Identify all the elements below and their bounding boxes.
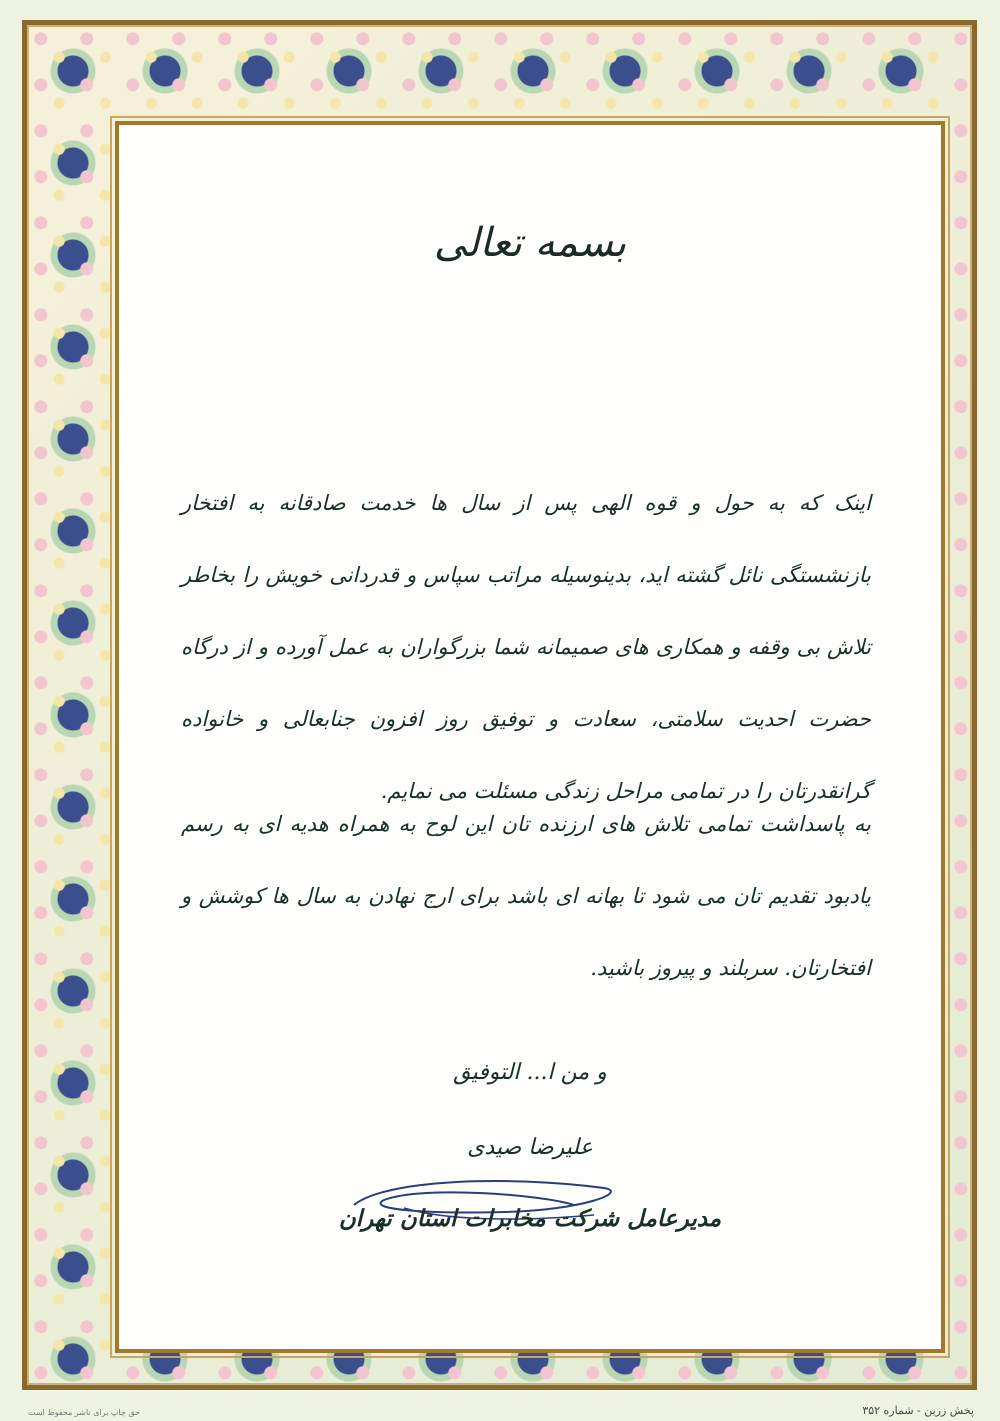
paragraph-1: اینک که به حول و قوه الهی پس از سال ها خدمت صادقانه به افتخار بازنشستگی نائل گشته اید، بدینوسیله مراتب سپاس و قدردانی خویش را بخاطر تلاش بی وقفه و همکاری های صمیمانه شما بزرگواران به عمل آورده و از درگاه حضرت احدیت سلامتی، سعادت و توفیق روز افزون جنابعالی و خانواده گرانقدرتان را در تمامی مراحل زندگی مسئلت می نمایم. [181, 491, 871, 803]
closing-line: و من ا... التوفیق [453, 1060, 607, 1085]
signer-title: مدیرعامل شرکت مخابرات استان تهران [338, 1205, 722, 1232]
signer-name: علیرضا صیدی [467, 1135, 593, 1160]
paragraph-2: به پاسداشت تمامی تلاش های ارزنده تان این لوح به همراه هدیه ای به رسم یادبود تقدیم تان می شود تا بهانه ای باشد برای ارج نهادن به سال ها کوشش و افتخارتان. سربلند و پیروز باشید. [181, 812, 871, 980]
document-panel [115, 121, 945, 1353]
ornamental-border [22, 20, 977, 1390]
copyright-footer: حق چاپ برای ناشر محفوظ است [28, 1408, 140, 1417]
publisher-footer: پخش زرین - شماره ۳۵۲ [862, 1404, 974, 1417]
basmala-heading: بسمه تعالی [433, 220, 627, 266]
